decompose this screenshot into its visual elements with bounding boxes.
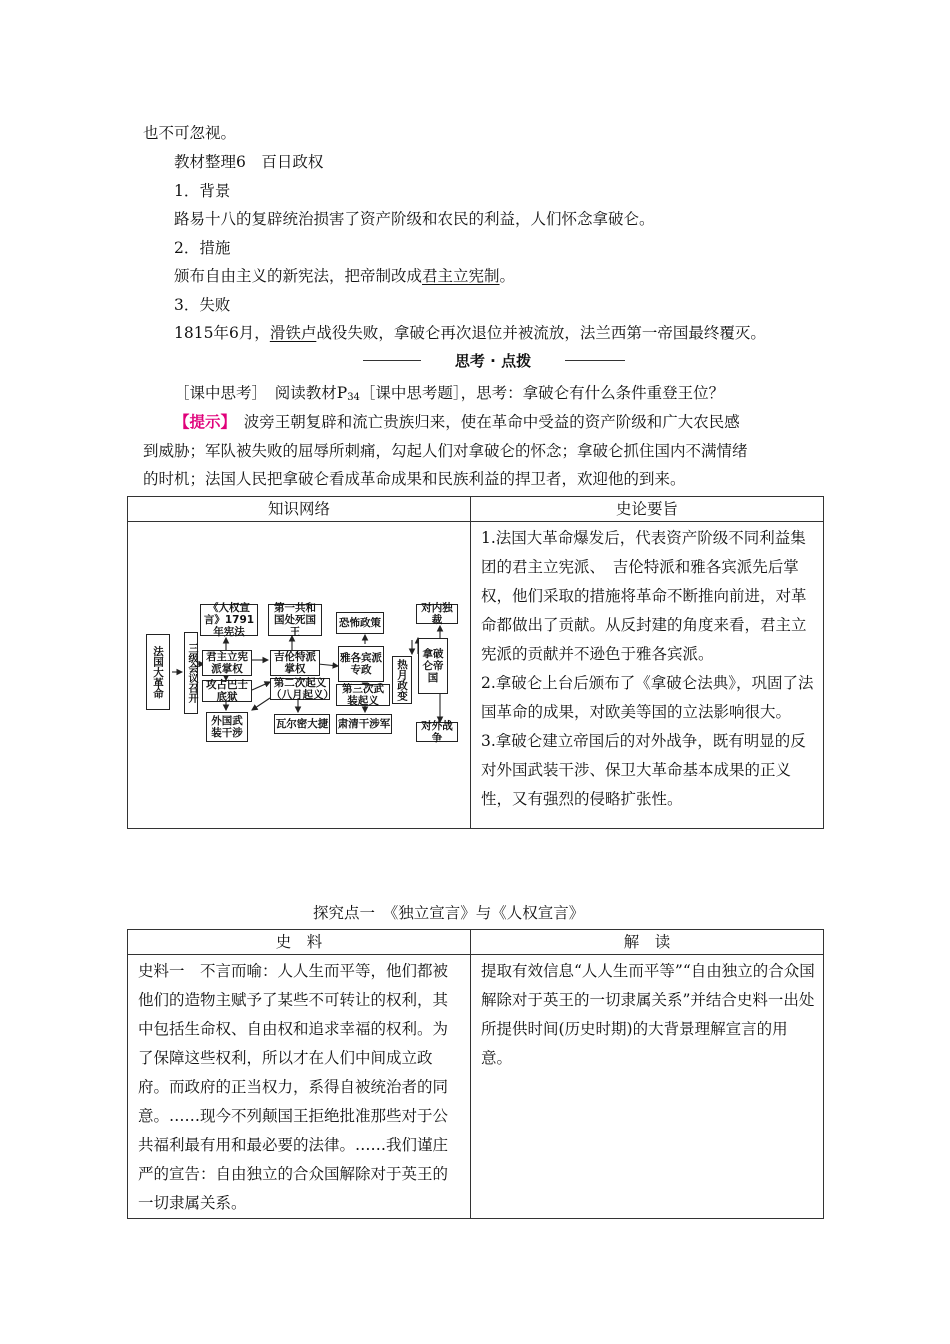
node-bastille: 攻占巴士底狱 [202,680,252,702]
reading-cell: 提取有效信息“人人生而平等”“自由独立的合众国解除对于英王的一切隶属关系”并结合史料一出处所提供时间(历史时期)的大背景理解宣言的用意。 [471,955,824,1219]
key-point: 1.法国大革命爆发后，代表资产阶级不同利益集团的君主立宪派、 吉伦特派和雅各宾派先后掌权，他们采取的措施将革命不断推向前进，对革命都做出了贡献。从反封建的角度来看，君主立宪派的贡献并不逊色于雅各宾派。 [481,529,807,663]
hint-line-2: 到威胁；军队被失败的屈辱所刺痛，勾起人们对拿破仑的怀念；拿破仑抓住国内不满情绪 [143,442,748,460]
node-thermidor: 热月政变 [392,656,412,704]
think-divider: 思考 · 点拨 [363,350,625,372]
node-domestic: 对内独裁 [416,604,458,624]
node-constitutional: 君主立宪派掌权 [202,650,252,676]
key-point: 2.拿破仑上台后颁布了《拿破仑法典》，巩固了法国革命的成果，对欧美等国的立法影响很大。 [481,674,814,721]
measure-heading: 2．措施 [174,239,231,257]
line-intro: 也不可忽视。 [143,124,237,142]
node-war: 对外战争 [416,722,458,742]
node-rights: 《人权宣言》1791年宪法 [200,604,258,636]
node-foreign: 外国武装干涉 [206,712,248,742]
node-valmy: 瓦尔密大捷 [274,714,330,734]
node-estates: 三级会议召开 [184,632,198,714]
node-second-uprising: 第二次起义（八月起义） [271,677,334,701]
hint-line-3: 的时机；法国人民把拿破仑看成革命成果和民族利益的捍卫者，欢迎他的到来。 [143,470,686,488]
key-point: 3.拿破仑建立帝国后的对外战争，既有明显的反对外国武装干涉、保卫大革命基本成果的正义性，又有强烈的侵略扩张性。 [481,732,806,808]
section-title: 教材整理6 百日政权 [174,153,324,171]
node-girondins: 吉伦特派掌权 [270,650,320,676]
failure-heading: 3．失败 [174,296,231,314]
node-terror: 恐怖政策 [336,612,384,634]
node-expel: 肃清干涉军 [336,714,392,734]
knowledge-network-cell [128,522,471,829]
node-third-uprising: 第三次武装起义 [336,684,390,706]
material-cell: 史料一 不言而喻：人人生而平等，他们都被他们的造物主赋予了某些不可转让的权利，其中包括生命权、自由权和追求幸福的权利。为了保障这些权利，所以才在人们中间成立政府。而政府的正当权力，系得自被统治者的同意。……现今不列颠国王拒绝批准那些对于公共福利最有用和最必要的法律。……我们谨庄严的宣告：自由独立的合众国解除对于英王的一切隶属关系。 [128,955,471,1219]
key-points-cell [471,522,824,829]
col-header-network: 知识网络 [128,497,471,522]
hint-label: 【提示】 [174,412,229,431]
failure-text: 1815年6月，滑铁卢战役失败，拿破仑再次退位并被流放，法兰西第一帝国最终覆灭。 [174,324,766,342]
material-table [127,929,824,1219]
section2-title: 探究点一 《独立宣言》与《人权宣言》 [313,904,585,922]
background-heading: 1．背景 [174,182,231,200]
knowledge-table [127,496,824,829]
question-line: ［课中思考］ 阅读教材$P_{34}[$课中思考题］，思考：拿破仑有什么条件重登王位？ [174,384,725,403]
col-header-material: 史 料 [128,930,471,955]
underlined-term: 滑铁卢 [269,324,317,342]
node-napoleon: 拿破仑帝国 [418,638,448,694]
hint-line-1: 【提示】 波旁王朝复辟和流亡贵族归来，使在革命中受益的资产阶级和广大农民感 [174,412,740,431]
col-header-reading: 解 读 [471,930,824,955]
node-republic: 第一共和国处死国王 [268,604,322,636]
node-jacobin: 雅各宾派专政 [338,646,384,682]
col-header-points: 史论要旨 [471,497,824,522]
underlined-term: 君主立宪制 [422,267,500,285]
knowledge-diagram [140,594,460,744]
node-revolution: 法国大革命 [146,634,170,710]
measure-text: 颁布自由主义的新宪法，把帝制改成君主立宪制。 [174,267,516,285]
background-text: 路易十八的复辟统治损害了资产阶级和农民的利益，人们怀念拿破仑。 [174,210,655,228]
